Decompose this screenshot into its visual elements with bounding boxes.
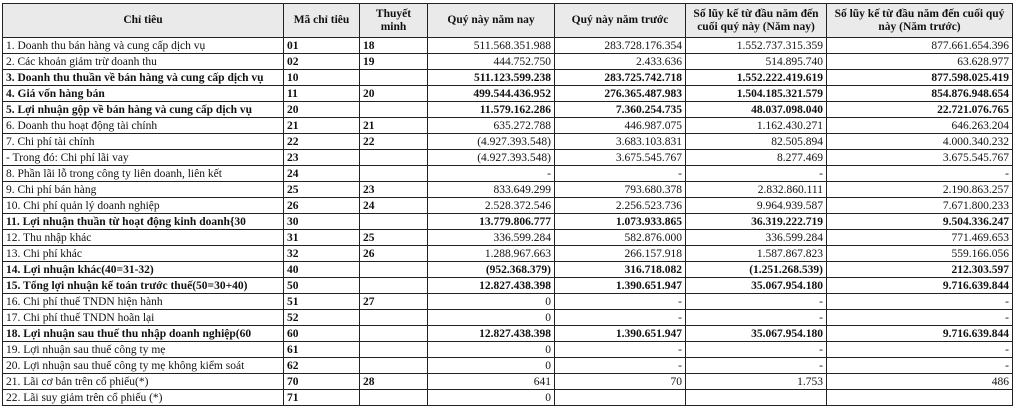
table-row — [3, 278, 1013, 294]
cell-luy-ke-nam-nay: 2.832.860.111 — [686, 182, 827, 198]
table-row — [3, 390, 1013, 406]
cell-thuyet-minh — [360, 358, 428, 374]
cell-ma-chi-tieu: 71 — [284, 390, 360, 406]
cell-luy-ke-nam-truoc: 854.876.948.654 — [827, 86, 1013, 102]
cell-ma-chi-tieu: 40 — [284, 262, 360, 278]
cell-quy-nay-nam-truoc: 3.683.103.831 — [555, 134, 686, 150]
cell-ma-chi-tieu: 23 — [284, 150, 360, 166]
cell-thuyet-minh — [360, 326, 428, 342]
cell-thuyet-minh — [360, 214, 428, 230]
cell-quy-nay-nam-truoc: 793.680.378 — [555, 182, 686, 198]
table-row — [3, 294, 1013, 310]
cell-quy-nay-nam-nay: 2.528.372.546 — [428, 198, 555, 214]
cell-quy-nay-nam-truoc: 266.157.918 — [555, 246, 686, 262]
cell-ma-chi-tieu: 25 — [284, 182, 360, 198]
cell-luy-ke-nam-nay: 1.162.430.271 — [686, 118, 827, 134]
table-row — [3, 166, 1013, 182]
cell-chi-tieu: 2. Các khoản giảm trừ doanh thu — [3, 54, 284, 70]
cell-chi-tieu: 4. Giá vốn hàng bán — [3, 86, 284, 102]
income-statement-table — [2, 3, 1013, 406]
cell-quy-nay-nam-nay: - — [428, 166, 555, 182]
cell-quy-nay-nam-nay: 12.827.438.398 — [428, 326, 555, 342]
cell-chi-tieu: 16. Chi phí thuế TNDN hiện hành — [3, 294, 284, 310]
cell-luy-ke-nam-truoc: - — [827, 166, 1013, 182]
cell-quy-nay-nam-nay: 336.599.284 — [428, 230, 555, 246]
table-row — [3, 230, 1013, 246]
cell-thuyet-minh — [360, 262, 428, 278]
cell-quy-nay-nam-nay: 0 — [428, 310, 555, 326]
cell-thuyet-minh: 28 — [360, 374, 428, 390]
cell-chi-tieu: 3. Doanh thu thuần về bán hàng và cung cấp dịch vụ — [3, 70, 284, 86]
cell-quy-nay-nam-nay: 11.579.162.286 — [428, 102, 555, 118]
cell-quy-nay-nam-truoc: 7.360.254.735 — [555, 102, 686, 118]
cell-thuyet-minh — [360, 278, 428, 294]
header-row — [3, 4, 1013, 38]
cell-luy-ke-nam-truoc: - — [827, 358, 1013, 374]
cell-thuyet-minh: 18 — [360, 38, 428, 54]
cell-quy-nay-nam-nay: 13.779.806.777 — [428, 214, 555, 230]
header-quy-nay-nam-truoc: Quý này năm trước — [555, 4, 686, 38]
cell-chi-tieu: 13. Chi phí khác — [3, 246, 284, 262]
cell-quy-nay-nam-truoc: 283.725.742.718 — [555, 70, 686, 86]
cell-luy-ke-nam-nay: 35.067.954.180 — [686, 278, 827, 294]
cell-luy-ke-nam-truoc: 877.598.025.419 — [827, 70, 1013, 86]
cell-luy-ke-nam-truoc: 559.166.056 — [827, 246, 1013, 262]
table-row — [3, 102, 1013, 118]
header-thuyet-minh: Thuyết minh — [360, 4, 428, 38]
cell-chi-tieu: 12. Thu nhập khác — [3, 230, 284, 246]
cell-quy-nay-nam-truoc: 70 — [555, 374, 686, 390]
cell-quy-nay-nam-truoc: - — [555, 310, 686, 326]
cell-quy-nay-nam-truoc — [555, 390, 686, 406]
cell-quy-nay-nam-nay: (4.927.393.548) — [428, 150, 555, 166]
cell-chi-tieu: 1. Doanh thu bán hàng và cung cấp dịch vụ — [3, 38, 284, 54]
cell-luy-ke-nam-truoc: 63.628.977 — [827, 54, 1013, 70]
cell-ma-chi-tieu: 60 — [284, 326, 360, 342]
header-ma-chi-tieu: Mã chỉ tiêu — [284, 4, 360, 38]
cell-ma-chi-tieu: 61 — [284, 342, 360, 358]
table-body — [3, 38, 1013, 406]
table-row — [3, 182, 1013, 198]
table-row — [3, 118, 1013, 134]
cell-thuyet-minh — [360, 342, 428, 358]
cell-luy-ke-nam-truoc: 9.716.639.844 — [827, 326, 1013, 342]
cell-quy-nay-nam-truoc: 3.675.545.767 — [555, 150, 686, 166]
cell-luy-ke-nam-nay: 82.505.894 — [686, 134, 827, 150]
cell-luy-ke-nam-nay: 36.319.222.719 — [686, 214, 827, 230]
cell-ma-chi-tieu: 62 — [284, 358, 360, 374]
cell-thuyet-minh: 27 — [360, 294, 428, 310]
cell-luy-ke-nam-nay: - — [686, 358, 827, 374]
header-luy-ke-nam-nay: Số lũy kế từ đầu năm đến cuối quý này (Năm nay) — [686, 4, 827, 38]
cell-quy-nay-nam-truoc: 1.073.933.865 — [555, 214, 686, 230]
table-row — [3, 214, 1013, 230]
cell-quy-nay-nam-nay: (4.927.393.548) — [428, 134, 555, 150]
cell-chi-tieu: 17. Chi phí thuế TNDN hoãn lại — [3, 310, 284, 326]
cell-chi-tieu: 7. Chi phí tài chính — [3, 134, 284, 150]
cell-luy-ke-nam-nay: 8.277.469 — [686, 150, 827, 166]
cell-ma-chi-tieu: 22 — [284, 134, 360, 150]
table-row — [3, 54, 1013, 70]
cell-ma-chi-tieu: 01 — [284, 38, 360, 54]
cell-thuyet-minh: 22 — [360, 134, 428, 150]
header-luy-ke-nam-truoc: Số lũy kế từ đầu năm đến cuối quý này (Năm trước) — [827, 4, 1013, 38]
cell-quy-nay-nam-nay: 499.544.436.952 — [428, 86, 555, 102]
cell-chi-tieu: 5. Lợi nhuận gộp về bán hàng và cung cấp dịch vụ — [3, 102, 284, 118]
cell-ma-chi-tieu: 24 — [284, 166, 360, 182]
cell-luy-ke-nam-truoc: - — [827, 294, 1013, 310]
cell-thuyet-minh — [360, 310, 428, 326]
cell-quy-nay-nam-truoc: 2.256.523.736 — [555, 198, 686, 214]
cell-chi-tieu: 18. Lợi nhuận sau thuế thu nhập doanh nghiệp(60 — [3, 326, 284, 342]
table-row — [3, 342, 1013, 358]
table-row — [3, 246, 1013, 262]
cell-luy-ke-nam-nay: 1.504.185.321.579 — [686, 86, 827, 102]
cell-luy-ke-nam-truoc: 3.675.545.767 — [827, 150, 1013, 166]
cell-quy-nay-nam-nay: 0 — [428, 358, 555, 374]
cell-thuyet-minh: 21 — [360, 118, 428, 134]
cell-luy-ke-nam-truoc: - — [827, 342, 1013, 358]
cell-quy-nay-nam-truoc: 2.433.636 — [555, 54, 686, 70]
cell-quy-nay-nam-truoc: - — [555, 358, 686, 374]
cell-quy-nay-nam-nay: 641 — [428, 374, 555, 390]
cell-luy-ke-nam-truoc: 9.504.336.247 — [827, 214, 1013, 230]
cell-luy-ke-nam-truoc: 22.721.076.765 — [827, 102, 1013, 118]
cell-quy-nay-nam-nay: 833.649.299 — [428, 182, 555, 198]
table-row — [3, 310, 1013, 326]
cell-luy-ke-nam-nay: 514.895.740 — [686, 54, 827, 70]
cell-thuyet-minh — [360, 390, 428, 406]
cell-quy-nay-nam-nay: 635.272.788 — [428, 118, 555, 134]
table-row — [3, 150, 1013, 166]
cell-thuyet-minh — [360, 70, 428, 86]
table-row — [3, 86, 1013, 102]
cell-thuyet-minh: 24 — [360, 198, 428, 214]
cell-luy-ke-nam-truoc: 212.303.597 — [827, 262, 1013, 278]
cell-chi-tieu: 10. Chi phí quản lý doanh nghiệp — [3, 198, 284, 214]
cell-chi-tieu: 19. Lợi nhuận sau thuế công ty mẹ — [3, 342, 284, 358]
cell-quy-nay-nam-truoc: 1.390.651.947 — [555, 326, 686, 342]
cell-quy-nay-nam-nay: (952.368.379) — [428, 262, 555, 278]
cell-thuyet-minh: 25 — [360, 230, 428, 246]
table-row — [3, 262, 1013, 278]
cell-chi-tieu: 8. Phần lãi lỗ trong công ty liên doanh, liên kết — [3, 166, 284, 182]
cell-quy-nay-nam-nay: 511.568.351.988 — [428, 38, 555, 54]
cell-luy-ke-nam-nay: - — [686, 294, 827, 310]
cell-luy-ke-nam-nay: 48.037.098.040 — [686, 102, 827, 118]
cell-thuyet-minh — [360, 166, 428, 182]
cell-chi-tieu: 9. Chi phí bán hàng — [3, 182, 284, 198]
cell-luy-ke-nam-nay: 336.599.284 — [686, 230, 827, 246]
cell-luy-ke-nam-nay: - — [686, 310, 827, 326]
cell-quy-nay-nam-nay: 511.123.599.238 — [428, 70, 555, 86]
cell-chi-tieu: 22. Lãi suy giảm trên cổ phiếu (*) — [3, 390, 284, 406]
cell-luy-ke-nam-truoc: 877.661.654.396 — [827, 38, 1013, 54]
cell-ma-chi-tieu: 21 — [284, 118, 360, 134]
table-row — [3, 38, 1013, 54]
cell-quy-nay-nam-truoc: 283.728.176.354 — [555, 38, 686, 54]
cell-luy-ke-nam-truoc: 486 — [827, 374, 1013, 390]
cell-quy-nay-nam-truoc: 446.987.075 — [555, 118, 686, 134]
cell-ma-chi-tieu: 52 — [284, 310, 360, 326]
cell-quy-nay-nam-truoc: 276.365.487.983 — [555, 86, 686, 102]
cell-ma-chi-tieu: 50 — [284, 278, 360, 294]
table-row — [3, 374, 1013, 390]
cell-quy-nay-nam-nay: 12.827.438.398 — [428, 278, 555, 294]
header-chi-tieu: Chỉ tiêu — [3, 4, 284, 38]
table-row — [3, 134, 1013, 150]
table-row — [3, 326, 1013, 342]
cell-luy-ke-nam-nay — [686, 390, 827, 406]
cell-ma-chi-tieu: 31 — [284, 230, 360, 246]
cell-luy-ke-nam-nay: 1.587.867.823 — [686, 246, 827, 262]
table-row — [3, 70, 1013, 86]
cell-quy-nay-nam-truoc: - — [555, 342, 686, 358]
cell-quy-nay-nam-nay: 0 — [428, 390, 555, 406]
cell-quy-nay-nam-nay: 0 — [428, 294, 555, 310]
cell-luy-ke-nam-nay: - — [686, 166, 827, 182]
cell-ma-chi-tieu: 11 — [284, 86, 360, 102]
cell-quy-nay-nam-truoc: 1.390.651.947 — [555, 278, 686, 294]
cell-luy-ke-nam-nay: 35.067.954.180 — [686, 326, 827, 342]
cell-thuyet-minh — [360, 150, 428, 166]
cell-quy-nay-nam-truoc: 316.718.082 — [555, 262, 686, 278]
cell-ma-chi-tieu: 32 — [284, 246, 360, 262]
cell-ma-chi-tieu: 30 — [284, 214, 360, 230]
cell-luy-ke-nam-nay: (1.251.268.539) — [686, 262, 827, 278]
header-quy-nay-nam-nay: Quý này năm nay — [428, 4, 555, 38]
cell-chi-tieu: 15. Tổng lợi nhuận kế toán trước thuế(50=30+40) — [3, 278, 284, 294]
cell-luy-ke-nam-nay: 1.753 — [686, 374, 827, 390]
cell-luy-ke-nam-truoc: 4.000.340.232 — [827, 134, 1013, 150]
cell-thuyet-minh: 23 — [360, 182, 428, 198]
cell-luy-ke-nam-truoc: 2.190.863.257 — [827, 182, 1013, 198]
cell-thuyet-minh: 20 — [360, 86, 428, 102]
cell-luy-ke-nam-truoc: 9.716.639.844 — [827, 278, 1013, 294]
cell-ma-chi-tieu: 26 — [284, 198, 360, 214]
cell-quy-nay-nam-truoc: 582.876.000 — [555, 230, 686, 246]
cell-quy-nay-nam-truoc: - — [555, 294, 686, 310]
cell-thuyet-minh: 19 — [360, 54, 428, 70]
cell-ma-chi-tieu: 20 — [284, 102, 360, 118]
cell-luy-ke-nam-truoc: - — [827, 310, 1013, 326]
cell-luy-ke-nam-nay: 9.964.939.587 — [686, 198, 827, 214]
cell-ma-chi-tieu: 70 — [284, 374, 360, 390]
cell-thuyet-minh: 26 — [360, 246, 428, 262]
cell-luy-ke-nam-truoc — [827, 390, 1013, 406]
cell-luy-ke-nam-nay: 1.552.222.419.619 — [686, 70, 827, 86]
cell-luy-ke-nam-truoc: 7.671.800.233 — [827, 198, 1013, 214]
cell-ma-chi-tieu: 02 — [284, 54, 360, 70]
table-row — [3, 358, 1013, 374]
cell-ma-chi-tieu: 51 — [284, 294, 360, 310]
table-row — [3, 198, 1013, 214]
cell-luy-ke-nam-truoc: 771.469.653 — [827, 230, 1013, 246]
cell-chi-tieu: 21. Lãi cơ bản trên cổ phiếu(*) — [3, 374, 284, 390]
cell-quy-nay-nam-nay: 1.288.967.663 — [428, 246, 555, 262]
cell-quy-nay-nam-nay: 444.752.750 — [428, 54, 555, 70]
cell-quy-nay-nam-truoc: - — [555, 166, 686, 182]
cell-ma-chi-tieu: 10 — [284, 70, 360, 86]
cell-luy-ke-nam-nay: 1.552.737.315.359 — [686, 38, 827, 54]
cell-chi-tieu: - Trong đó: Chi phí lãi vay — [3, 150, 284, 166]
cell-chi-tieu: 6. Doanh thu hoạt động tài chính — [3, 118, 284, 134]
cell-luy-ke-nam-truoc: 646.263.204 — [827, 118, 1013, 134]
cell-luy-ke-nam-nay: - — [686, 342, 827, 358]
cell-quy-nay-nam-nay: 0 — [428, 342, 555, 358]
cell-chi-tieu: 11. Lợi nhuận thuần từ hoạt động kinh doanh{30 — [3, 214, 284, 230]
cell-chi-tieu: 20. Lợi nhuận sau thuế công ty mẹ không kiểm soát — [3, 358, 284, 374]
cell-thuyet-minh — [360, 102, 428, 118]
cell-chi-tieu: 14. Lợi nhuận khác(40=31-32) — [3, 262, 284, 278]
